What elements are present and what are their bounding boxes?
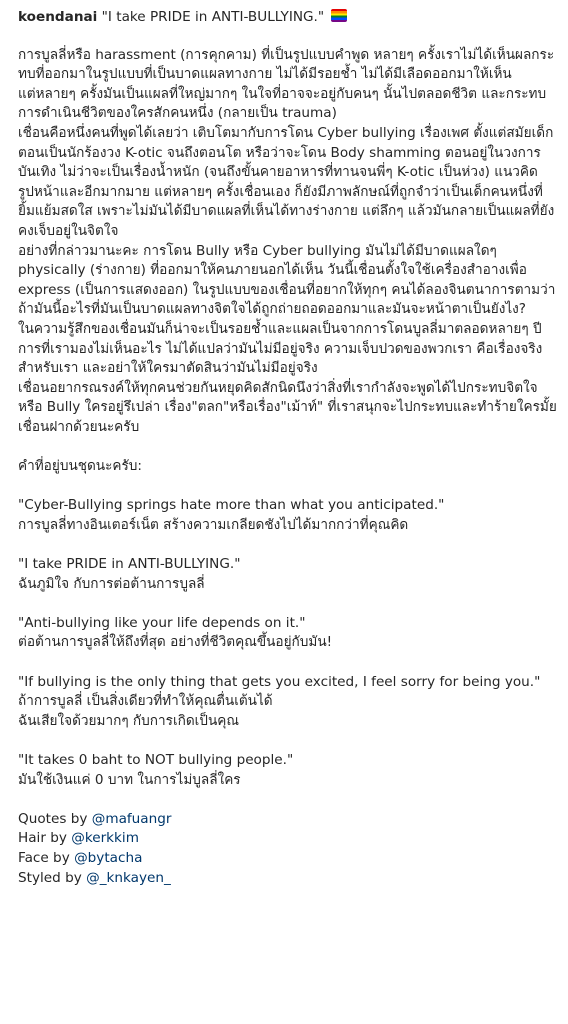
credit-face <box>18 849 558 869</box>
spacer <box>18 477 558 497</box>
caption-header <box>18 8 558 28</box>
credit-quotes <box>18 810 558 830</box>
quote-3-th: ต่อต้านการบูลลี่ให้ถึงที่สุด อย่างที่ชีวิตคุณขึ้นอยู่กับมัน! <box>18 634 333 651</box>
credit-label: Quotes by <box>18 810 88 827</box>
username-link[interactable]: koendanai <box>18 9 98 25</box>
credit-label: Hair by <box>18 830 67 847</box>
spacer <box>18 653 558 673</box>
spacer <box>18 535 558 555</box>
caption-headline: "I take PRIDE in ANTI-BULLYING." <box>101 9 325 25</box>
quote-1-th: การบูลลี่ทางอินเตอร์เน็ต สร้างความเกลียดชังไปได้มากกว่าที่คุณคิด <box>18 516 409 533</box>
spacer <box>18 731 558 751</box>
body-paragraph-1: การบูลลี่หรือ harassment (การคุกคาม) ที่เป็นรูปแบบคำพูด หลายๆ ครั้งเราไม่ได้เห็นผลกระทบที่ออกมาในรูปแบบที่เป็นบาดแผลทางกาย ไม่ได้มีรอยช้ำ ไม่ได้มีเลือดออกมาให้เห็น <box>18 46 555 83</box>
quote-4-th-line-2: ฉันเสียใจด้วยมากๆ กับการเกิดเป็นคุณ <box>18 712 239 729</box>
quote-3-en: "Anti-bullying like your life depends on it." <box>18 614 306 631</box>
body-paragraph-4: อย่างที่กล่าวมานะคะ การโดน Bully หรือ Cyber bullying มันไม่ได้มีบาดแผลใดๆ physically (ร่างกาย) ที่ออกมาให้คนภายนอกได้เห็น วันนี้เชื่อนตั้งใจใช้เครื่องสำอางเพื่อ express (เป็นการแสดงออก) ในรูปแบบของเชื่อนที่อยากให้ทุกๆ คนได้ลองจินตนาการตามว่า ถ้ามันนี้อะไรที่มันเป็นบาดแผลทางจิตใจได้ถูกถ่ายถอดออกมาและมันจะหน้าตาเป็นยังไง? <box>18 242 556 318</box>
credit-label: Styled by <box>18 869 82 886</box>
body-paragraph-3: เชื่อนคือหนึ่งคนที่พูดได้เลยว่า เติบโตมากับการโดน Cyber bullying เรื่องเพศ ตั้งแต่สมัยเด็กตอนเป็นนักร้องวง K-otic จนถึงตอนโต หรือว่าจะโดน Body shamming ตอนอยู่ในวงการบันเทิง ไม่ว่าจะเป็นเรื่องน้ำหนัก (จนถึงขั้นคายอาหารที่ทานจนพี่ๆ K-otic เป็นห่วง) แนวคิด รูปหน้าและอีกมากมาย แต่หลายๆ ครั้งเชื่อนเอง ก็ยังมีภาพลักษณ์ที่ถูกจำว่าเป็นเด็กคนหนึ่งที่ยิ้มแย้มสดใส เพราะไม่มันได้มีบาดแผลที่เห็นได้ทางร่างกาย แต่ลึกๆ แล้วมันกลายเป็นแผลที่ยังคงเจ็บอยู่ในจิตใจ <box>18 124 555 239</box>
quote-1-en: "Cyber-Bullying springs hate more than what you anticipated." <box>18 497 445 514</box>
credit-styling <box>18 869 558 889</box>
mention-link[interactable]: @kerkkim <box>71 830 139 847</box>
mention-link[interactable]: @_knkayen_ <box>86 869 171 886</box>
quote-2-th: ฉันภูมิใจ กับการต่อต้านการบูลลี่ <box>18 575 205 592</box>
quote-5-en: "It takes 0 baht to NOT bullying people." <box>18 751 294 768</box>
body-paragraph-6: เชื่อนอยากรณรงค์ให้ทุกคนช่วยกันหยุดคิดสักนิดนึงว่าสิ่งที่เรากำลังจะพูดได้ไปกระทบจิตใจ หรือ Bully ใครอยู่รึเปล่า เรื่อง"ตลก"หรือเรื่อง"เม้าท์" ที่เราสนุกจะไปกระทบและทำร้ายใครมั้ย <box>18 379 557 416</box>
quote-4-th-line-1: ถ้าการบูลลี่ เป็นสิ่งเดียวที่ทำให้คุณตื่นเต้นได้ <box>18 693 273 710</box>
body-paragraph-7: เชื่อนฝากด้วยนะครับ <box>18 418 140 435</box>
quote-4-en: "If bullying is the only thing that gets you excited, I feel sorry for being you." <box>18 673 541 690</box>
spacer <box>18 437 558 457</box>
credit-hair <box>18 829 558 849</box>
body-paragraph-2: แต่หลายๆ ครั้งมันเป็นแผลที่ใหญ่มากๆ ในใจที่อาจจะอยู่กับคนๆ นั้นไปตลอดชีวิต และกระทบการดำเนินชีวิตของใครสักคนหนึ่ง (กลายเป็น trauma) <box>18 85 547 122</box>
quote-5-th: มันใช้เงินแค่ 0 บาท ในการไม่บูลลี่ใคร <box>18 771 241 788</box>
spacer <box>18 594 558 614</box>
mention-link[interactable]: @bytacha <box>74 849 143 866</box>
mention-link[interactable]: @mafuangr <box>91 810 172 827</box>
quote-2-en: "I take PRIDE in ANTI-BULLYING." <box>18 556 241 573</box>
quotes-intro: คำที่อยู่บนชุดนะครับ: <box>18 458 142 475</box>
credit-label: Face by <box>18 849 70 866</box>
body-paragraph-5: ในความรู้สึกของเชื่อนมันก็น่าจะเป็นรอยช้ำและแผลเป็นจากการโดนบูลลี่มาตลอดหลายๆ ปี การที่เรามองไม่เห็นอะไร ไม่ได้แปลว่ามันไม่มีอยู่จริง ความเจ็บปวดของพวกเรา คือเรื่องจริงสำหรับเรา และอย่าให้ใครมาตัดสินว่ามันไม่มีอยู่จริง <box>18 320 543 377</box>
spacer <box>18 790 558 810</box>
rainbow-flag-icon <box>331 9 347 22</box>
